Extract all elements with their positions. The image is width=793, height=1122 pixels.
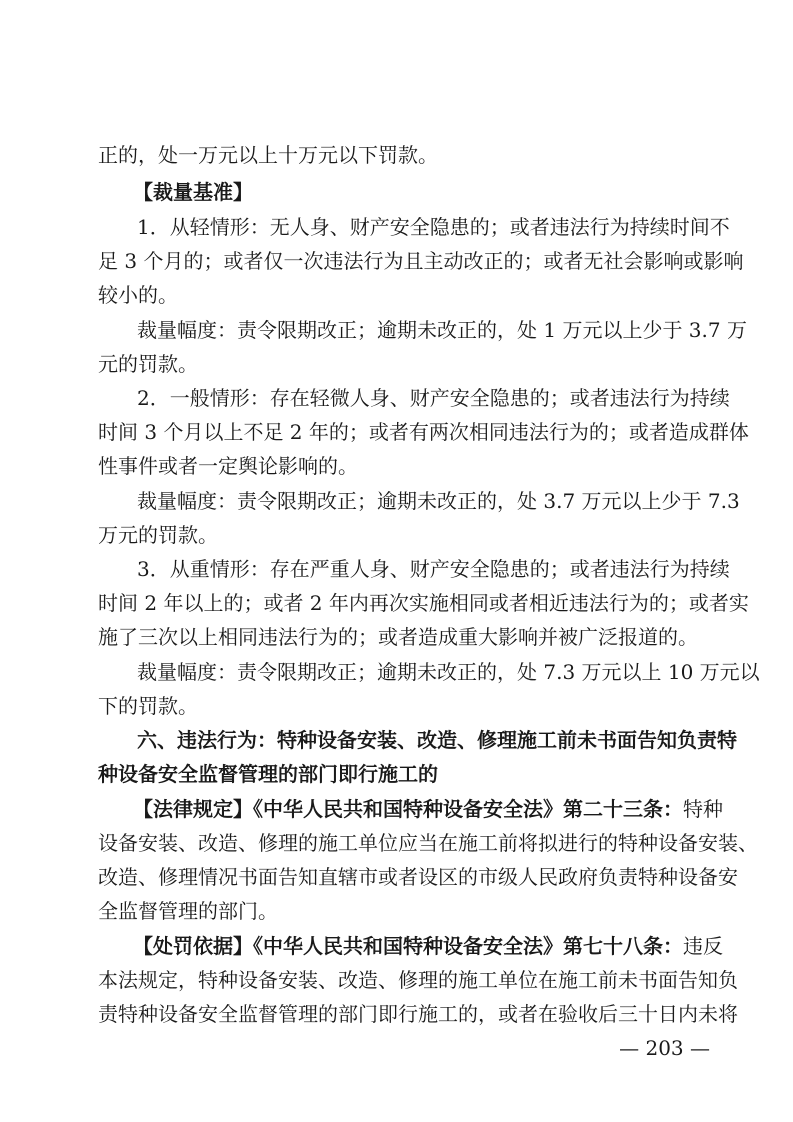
paragraph-line: 下的罚款。 (98, 694, 198, 718)
section-title: 种设备安全监督管理的部门即行施工的 (98, 762, 438, 786)
page-number: — 203 — (619, 1036, 710, 1060)
paragraph-line: 改造、修理情况书面告知直辖市或者设区的市级人民政府负责特种设备安 (98, 865, 738, 889)
paragraph-line: 足 3 个月的；或者仅一次违法行为且主动改正的；或者无社会影响或影响 (98, 249, 744, 273)
legal-provision-label: 【法律规定】《中华人民共和国特种设备安全法》第二十三条： (133, 797, 683, 821)
paragraph-line: 万元的罚款。 (98, 523, 218, 547)
paragraph-line: 【法律规定】《中华人民共和国特种设备安全法》第二十三条： 特种 (133, 797, 723, 821)
paragraph-line: 本法规定，特种设备安装、改造、修理的施工单位在施工前未书面告知负 (98, 968, 738, 992)
paragraph-line: 责特种设备安全监督管理的部门即行施工的，或者在验收后三十日内未将 (98, 1002, 738, 1026)
paragraph-line: 全监督管理的部门。 (98, 899, 278, 923)
paragraph-line: 1．从轻情形：无人身、财产安全隐患的；或者违法行为持续时间不 (137, 215, 730, 239)
paragraph-line: 裁量幅度：责令限期改正；逾期未改正的，处 7.3 万元以上 10 万元以 (137, 660, 760, 684)
penalty-basis-label: 【处罚依据】《中华人民共和国特种设备安全法》第七十八条： (133, 934, 683, 958)
paragraph-line: 2．一般情形：存在轻微人身、财产安全隐患的；或者违法行为持续 (137, 386, 730, 410)
paragraph-line: 较小的。 (98, 283, 178, 307)
paragraph-line: 时间 3 个月以上不足 2 年的；或者有两次相同违法行为的；或者造成群体 (98, 420, 749, 444)
paragraph-line: 裁量幅度：责令限期改正；逾期未改正的，处 3.7 万元以上少于 7.3 (137, 489, 740, 513)
paragraph-line: 裁量幅度：责令限期改正；逾期未改正的，处 1 万元以上少于 3.7 万 (137, 318, 747, 342)
section-title: 六、违法行为：特种设备安装、改造、修理施工前未书面告知负责特 (137, 728, 737, 752)
section-heading: 【裁量基准】 (133, 180, 253, 204)
paragraph-line: 设备安装、改造、修理的施工单位应当在施工前将拟进行的特种设备安装、 (98, 831, 758, 855)
paragraph-line: 3．从重情形：存在严重人身、财产安全隐患的；或者违法行为持续 (137, 557, 730, 581)
paragraph-line: 时间 2 年以上的；或者 2 年内再次实施相同或者相近违法行为的；或者实 (98, 591, 749, 615)
paragraph-line: 正的，处一万元以上十万元以下罚款。 (98, 143, 438, 167)
paragraph-line: 【处罚依据】《中华人民共和国特种设备安全法》第七十八条： 违反 (133, 934, 723, 958)
paragraph-line: 元的罚款。 (98, 352, 198, 376)
paragraph-line: 性事件或者一定舆论影响的。 (98, 454, 358, 478)
paragraph-line: 施了三次以上相同违法行为的；或者造成重大影响并被广泛报道的。 (98, 625, 698, 649)
